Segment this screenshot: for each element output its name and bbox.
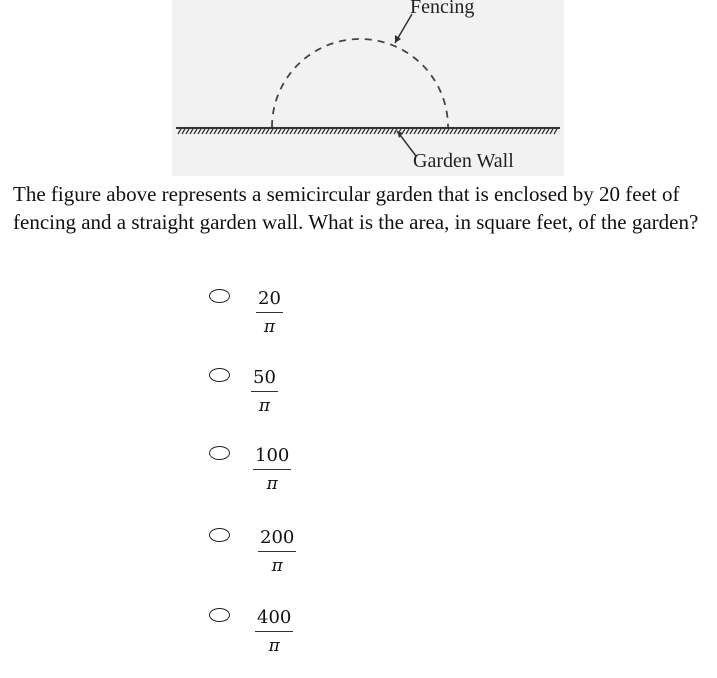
fraction-denominator: π [263,317,276,337]
garden-wall-label: Garden Wall [413,150,514,172]
fraction-denominator: π [268,636,280,656]
radio-button[interactable] [209,528,230,542]
answer-choice-1[interactable] [206,289,326,359]
fraction-denominator: π [258,396,271,416]
answer-choice-4[interactable] [206,528,326,598]
fencing-arc [272,39,448,127]
question-text: The figure above represents a semicircular garden that is enclosed by 20 feet of fencing and a straight garden wall. What is the area, in square feet, of the garden? [13,182,699,234]
radio-button[interactable] [209,608,230,622]
fraction [251,368,278,416]
fraction [256,289,283,337]
fencing-label: Fencing [410,0,475,18]
fraction [258,528,296,576]
fraction-numerator: 100 [253,446,291,470]
fraction [255,608,293,656]
answer-choice-2[interactable] [206,368,326,438]
fraction-numerator: 400 [255,608,293,632]
fencing-leader-arrow [395,35,401,43]
answer-choice-5[interactable] [206,608,326,678]
fraction-denominator: π [271,556,283,576]
garden-figure [172,0,564,176]
fraction-numerator: 50 [251,368,278,392]
fraction [253,446,291,494]
answer-choice-3[interactable] [206,446,326,516]
fraction-denominator: π [266,474,278,494]
fraction-numerator: 20 [256,289,283,313]
radio-button[interactable] [209,289,230,303]
radio-button[interactable] [209,368,230,382]
fraction-numerator: 200 [258,528,296,552]
radio-button[interactable] [209,446,230,460]
